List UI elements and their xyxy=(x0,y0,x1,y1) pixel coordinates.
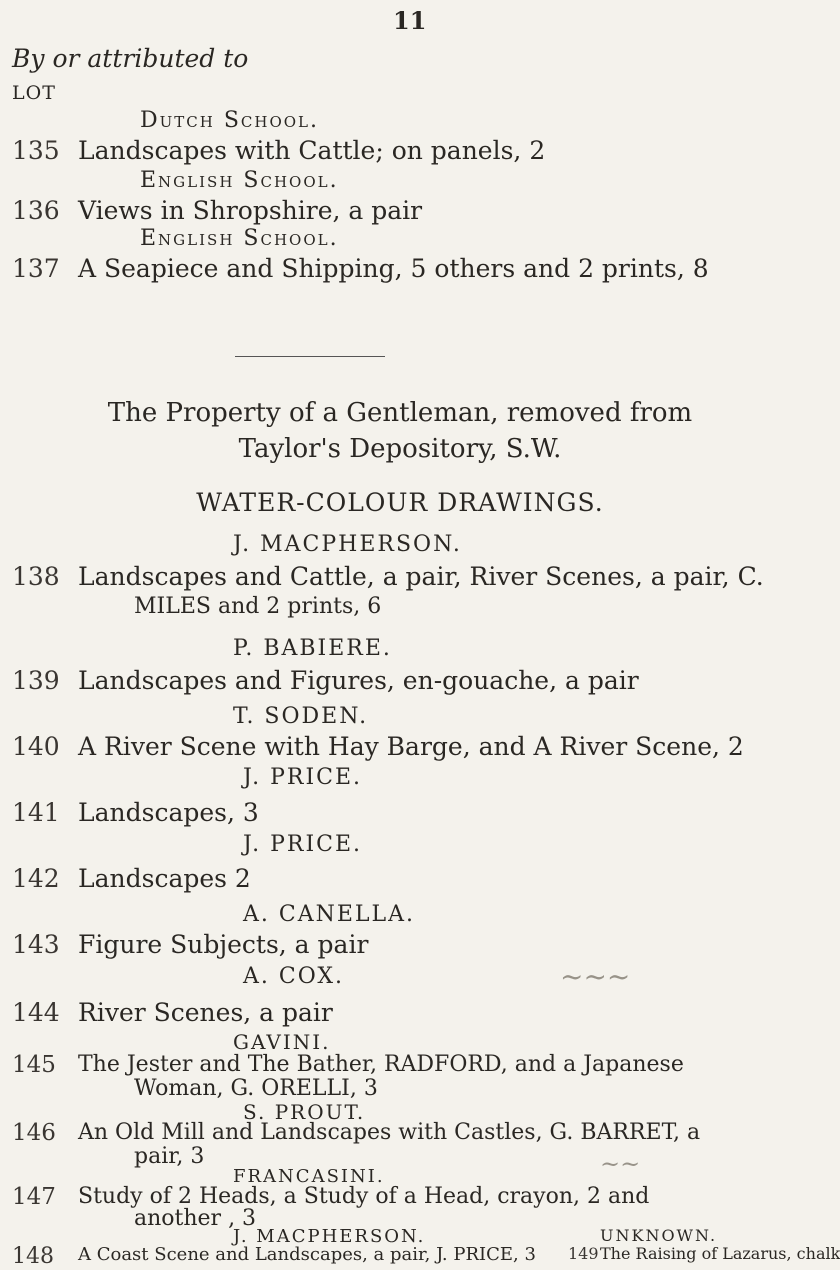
lot-description: The Jester and The Bather, RADFORD, and a Japanese xyxy=(78,1052,684,1077)
artist-heading: English School. xyxy=(140,226,339,251)
lot-number: 144 xyxy=(12,998,60,1027)
artist-heading: A. COX. xyxy=(243,964,345,989)
lot-description: An Old Mill and Landscapes with Castles, G. BARRET, a xyxy=(78,1120,701,1145)
artist-heading: FRANCASINI. xyxy=(233,1166,385,1187)
lot-description: A River Scene with Hay Barge, and A River Scene, 2 xyxy=(78,732,744,761)
lot-description: A Seapiece and Shipping, 5 others and 2 prints, 8 xyxy=(78,254,709,283)
lot-description: A Coast Scene and Landscapes, a pair, J. PRICE, 3 xyxy=(78,1244,536,1265)
divider-rule xyxy=(235,356,385,357)
artist-heading: Dutch School. xyxy=(140,108,320,133)
category-heading: WATER-COLOUR DRAWINGS. xyxy=(196,488,604,517)
artist-heading: T. SODEN. xyxy=(233,704,369,729)
lot-number: 142 xyxy=(12,864,60,893)
lot-description: Landscapes, 3 xyxy=(78,798,259,827)
lot-description: Landscapes and Cattle, a pair, River Scenes, a pair, C. xyxy=(78,562,764,591)
lot-number: 149 xyxy=(568,1244,599,1263)
artist-heading: A. CANELLA. xyxy=(243,902,416,927)
artist-heading: P. BABIERE. xyxy=(233,636,392,661)
artist-heading: UNKNOWN. xyxy=(600,1226,718,1245)
lot-number: 143 xyxy=(12,930,60,959)
artist-heading: J. PRICE. xyxy=(243,765,363,790)
lot-description: The Raising of Lazarus, chalk xyxy=(600,1244,840,1263)
artist-heading: J. MACPHERSON. xyxy=(233,532,462,557)
lot-number: 145 xyxy=(12,1052,56,1078)
artist-heading: S. PROUT. xyxy=(243,1100,366,1124)
running-head: By or attributed to xyxy=(12,44,249,73)
artist-heading: J. MACPHERSON. xyxy=(233,1226,426,1247)
lot-description-continued: another , 3 xyxy=(134,1206,257,1231)
lot-number: 148 xyxy=(12,1244,54,1269)
lot-number: 138 xyxy=(12,562,60,591)
lot-description: River Scenes, a pair xyxy=(78,998,333,1027)
lot-description: Landscapes 2 xyxy=(78,864,251,893)
artist-heading: English School. xyxy=(140,168,339,193)
artist-heading: J. PRICE. xyxy=(243,832,363,857)
lot-number: 146 xyxy=(12,1120,56,1146)
lot-number: 135 xyxy=(12,136,60,165)
handwritten-annotation: ~~ xyxy=(600,1150,641,1178)
property-heading: The Property of a Gentleman, removed from xyxy=(107,398,693,428)
lot-description-continued: pair, 3 xyxy=(134,1144,205,1169)
lot-number: 140 xyxy=(12,732,60,761)
lot-column-header: LOT xyxy=(12,82,56,104)
lot-description-continued: MILES and 2 prints, 6 xyxy=(134,594,382,619)
lot-description-continued: Woman, G. ORELLI, 3 xyxy=(134,1076,378,1101)
lot-description: Views in Shropshire, a pair xyxy=(78,196,423,225)
handwritten-annotation: ~~~ xyxy=(560,960,631,993)
page-number: 11 xyxy=(393,6,427,35)
lot-number: 147 xyxy=(12,1184,56,1210)
lot-number: 137 xyxy=(12,254,60,283)
lot-description: Landscapes with Cattle; on panels, 2 xyxy=(78,136,546,165)
lot-description: Landscapes and Figures, en-gouache, a pair xyxy=(78,666,639,695)
lot-number: 136 xyxy=(12,196,60,225)
artist-heading: GAVINI. xyxy=(233,1030,331,1054)
lot-description: Figure Subjects, a pair xyxy=(78,930,369,959)
property-subheading: Taylor's Depository, S.W. xyxy=(238,434,562,464)
lot-number: 141 xyxy=(12,798,60,827)
lot-description: Study of 2 Heads, a Study of a Head, crayon, 2 and xyxy=(78,1184,650,1209)
lot-number: 139 xyxy=(12,666,60,695)
